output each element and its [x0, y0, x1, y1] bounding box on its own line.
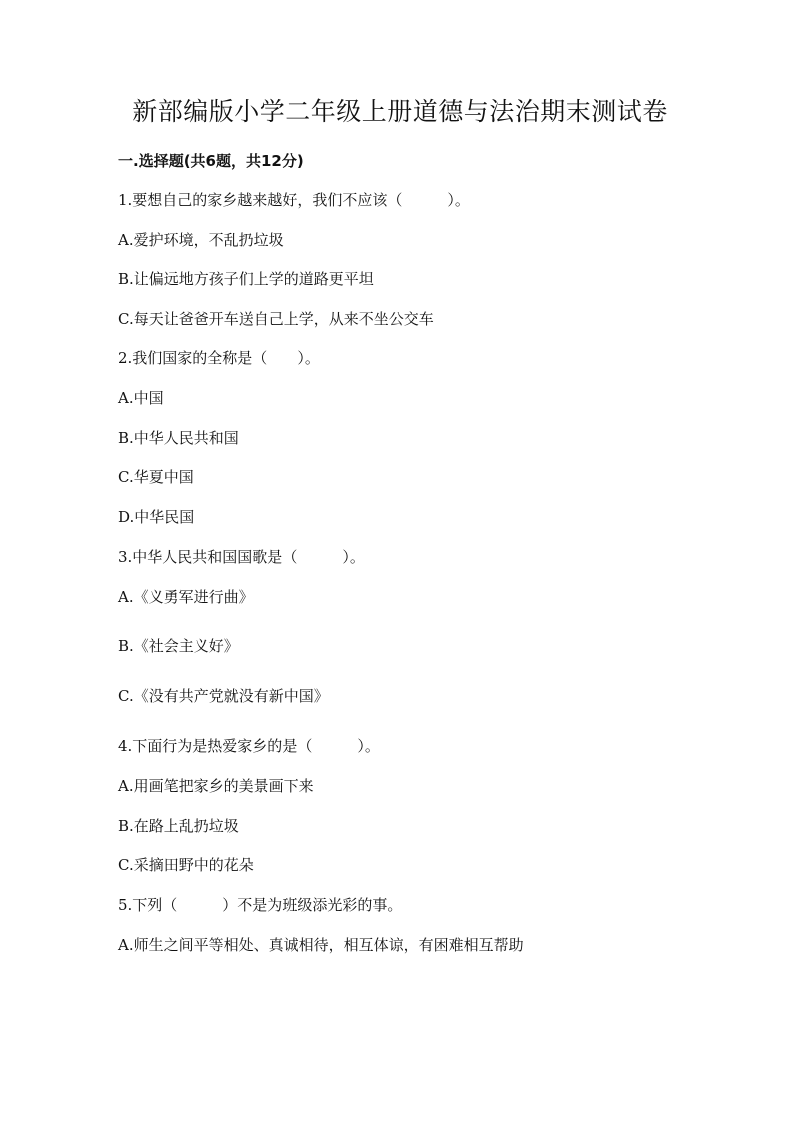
question-1-option-b: B.让偏远地方孩子们上学的道路更平坦: [118, 270, 374, 288]
question-4-option-b: B.在路上乱扔垃圾: [118, 817, 239, 835]
question-2-option-c: C.华夏中国: [118, 468, 194, 486]
question-1-option-a: A.爱护环境，不乱扔垃圾: [118, 231, 284, 249]
question-3-option-c: C.《没有共产党就没有新中国》: [118, 687, 329, 705]
question-5-stem: 5.下列（ ）不是为班级添光彩的事。: [118, 896, 403, 914]
question-4-option-a: A.用画笔把家乡的美景画下来: [118, 777, 314, 795]
question-3-option-a: A.《义勇军进行曲》: [118, 588, 254, 606]
exam-title: 新部编版小学二年级上册道德与法治期末测试卷: [132, 97, 668, 126]
section-heading: 一.选择题(共6题，共12分): [118, 152, 304, 170]
question-4-stem: 4.下面行为是热爱家乡的是（ ）。: [118, 737, 380, 755]
question-2-option-d: D.中华民国: [118, 508, 195, 526]
question-3-option-b: B.《社会主义好》: [118, 637, 239, 655]
question-5-option-a: A.师生之间平等相处、真诚相待，相互体谅，有困难相互帮助: [118, 936, 524, 954]
question-2-option-b: B.中华人民共和国: [118, 429, 239, 447]
question-1-option-c: C.每天让爸爸开车送自己上学，从来不坐公交车: [118, 310, 434, 328]
question-2-option-a: A.中国: [118, 389, 164, 407]
question-1-stem: 1.要想自己的家乡越来越好，我们不应该（ ）。: [118, 191, 470, 209]
question-3-stem: 3.中华人民共和国国歌是（ ）。: [118, 548, 365, 566]
question-2-stem: 2.我们国家的全称是（ ）。: [118, 349, 320, 367]
question-4-option-c: C.采摘田野中的花朵: [118, 856, 254, 874]
